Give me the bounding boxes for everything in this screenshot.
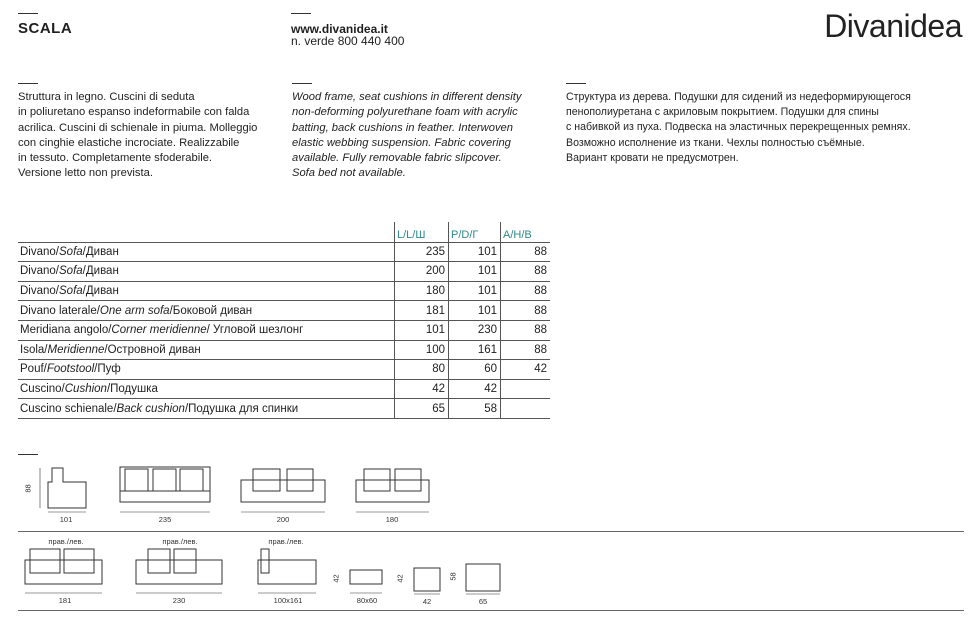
name-english: Sofa [59,265,83,278]
name-english: Footstool [46,363,95,376]
island-drawing [258,549,316,593]
header-length: L/L/Ш [395,222,449,242]
side-view-drawing [40,468,86,512]
name-italian: Meridiana angolo/ [20,324,112,337]
name-russian: /Диван [82,285,119,298]
height-cell: 88 [501,242,551,262]
depth-cell: 161 [449,340,501,360]
name-english: Sofa [59,245,83,258]
phone-number: n. verde 800 440 400 [291,34,405,48]
cushion-width-label: 42 [422,597,432,606]
name-russian: /Пуф [94,363,121,376]
one-arm-sofa-drawing [25,549,102,593]
length-cell: 200 [395,262,449,282]
height-cell: 88 [501,320,551,340]
corner-side-label: прав./лев. [162,537,198,546]
description-italian: Struttura in legno. Cuscini di seduta in poliuretano espanso indeformabile con falda acrilica. Cuscini di schienale in piuma. Molleggio con cinghie elastiche incrociate. Realizzabile in tessuto. Completamente sfoderabile. Versione letto non prevista. [18,91,258,180]
name-english: Back cushion [116,402,185,415]
name-english: Cushion [64,383,107,396]
length-cell: 101 [395,320,449,340]
name-italian: Pouf/ [20,363,47,376]
name-english: Meridienne [47,343,105,356]
name-italian: Divano/ [20,245,59,258]
length-cell: 80 [395,360,449,380]
brand-logo: Divanidea [824,8,962,44]
back-cushion-width-label: 65 [478,597,488,606]
length-cell: 235 [395,242,449,262]
length-cell: 100 [395,340,449,360]
name-russian: /Диван [82,245,119,258]
depth-cell: 230 [449,320,501,340]
sofa-180-label: 180 [385,515,399,524]
depth-cell: 101 [449,242,501,262]
back-cushion-drawing [466,564,500,594]
back-cushion-height-label: 58 [448,572,458,581]
length-cell: 180 [395,281,449,301]
depth-cell: 42 [449,379,501,399]
name-english: Sofa [59,285,83,298]
pouf-drawing [350,570,382,593]
name-italian: Cuscino schienale/ [20,402,117,415]
pouf-height-label: 42 [331,574,341,583]
name-russian: /Боковой диван [169,304,253,317]
corner-meridienne-drawing [136,549,222,593]
name-russian: / Угловой шезлонг [206,324,304,337]
cushion-height-label: 42 [395,574,405,583]
height-cell: 88 [501,262,551,282]
model-name: SCALA [18,20,73,37]
side-height-label: 88 [23,484,33,493]
name-italian: Isola/ [20,343,48,356]
name-english: Corner meridienne [111,324,207,337]
length-cell: 42 [395,379,449,399]
sofa-180-drawing [356,469,429,512]
name-italian: Cuscino/ [20,383,65,396]
description-english: Wood frame, seat cushions in different density non-deforming polyurethane foam with acrylic batting, back cushions in feather. Interwoven elastic webbing suspension. Fabric covering available. Fully removable fabric slipcover. Sofa bed not available. [292,91,522,180]
depth-cell: 101 [449,301,501,321]
header-height: A/H/B [501,222,551,242]
length-cell: 65 [395,399,449,419]
name-english: One arm sofa [99,304,170,317]
corner-label: 230 [172,596,186,605]
name-russian: /Диван [82,265,119,278]
name-italian: Divano/ [20,285,59,298]
height-cell: 88 [501,340,551,360]
header-depth: P/D/Г [449,222,501,242]
cushion-drawing [414,568,440,594]
island-side-label: прав./лев. [268,537,304,546]
sofa-235-label: 235 [158,515,172,524]
depth-cell: 101 [449,281,501,301]
name-russian: /Островной диван [104,343,201,356]
depth-cell: 58 [449,399,501,419]
name-italian: Divano/ [20,265,59,278]
length-cell: 181 [395,301,449,321]
side-depth-label: 101 [59,515,73,524]
description-russian: Структура из дерева. Подушки для сидений из недеформирующегося пенополиуретана с акриловым покрытием. Подушки для спины с набивкой из пуха. Подвеска на эластичных перекрещенных ремнях. Возможно исполнение из ткани. Чехлы полностью съёмные. Вариант кровати не предусмотрен. [566,91,911,164]
depth-cell: 101 [449,262,501,282]
depth-cell: 60 [449,360,501,380]
one-arm-label: 181 [58,596,72,605]
name-russian: /Подушка для спинки [184,402,299,415]
one-arm-side-label: прав./лев. [48,537,84,546]
height-cell: 42 [501,360,551,380]
height-cell: 88 [501,301,551,321]
island-label: 100x161 [273,596,303,605]
height-cell: 88 [501,281,551,301]
sofa-235-drawing [120,467,210,512]
name-russian: /Подушка [106,383,158,396]
name-italian: Divano laterale/ [20,304,100,317]
sofa-200-label: 200 [276,515,290,524]
website-link[interactable]: www.divanidea.it [291,22,388,36]
sofa-200-drawing [241,469,325,512]
pouf-label: 80x60 [356,596,378,605]
